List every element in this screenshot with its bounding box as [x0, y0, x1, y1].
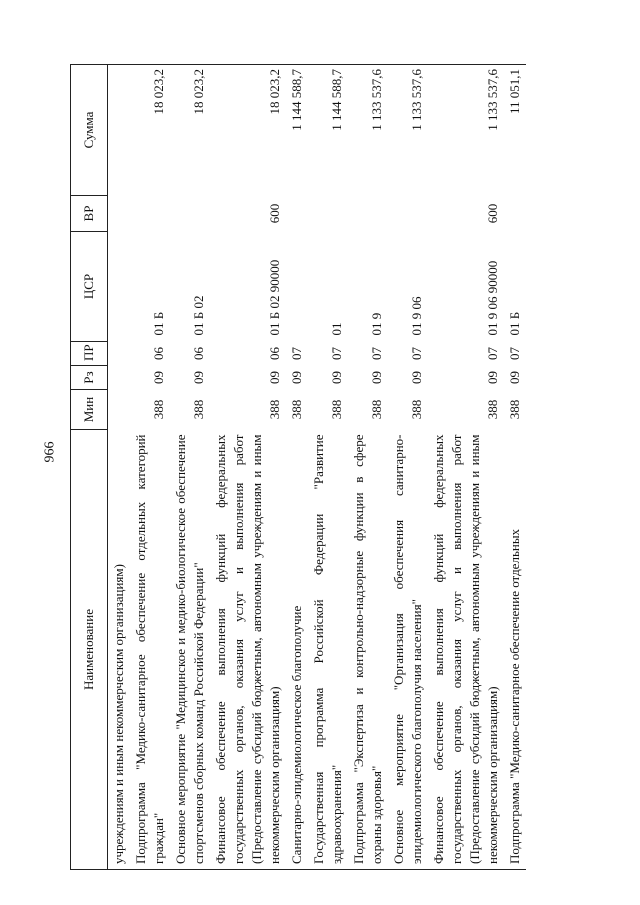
cell-pr: 07: [409, 347, 424, 360]
cell-name: Санитарно-эпидемиологическое благополучие: [286, 430, 308, 870]
cell-min: 388: [151, 399, 166, 420]
cell-sum: 1 133 537,6: [348, 65, 388, 196]
cell-name: Подпрограмма "Медико-санитарное обеспечение отдельных категорий граждан": [130, 430, 170, 870]
cell-sum: 18 023,2: [170, 65, 210, 196]
col-header-pr: ПР: [71, 342, 108, 366]
table-row: [286, 65, 308, 870]
cell-rz: 09: [191, 371, 206, 384]
col-header-csr: ЦСР: [71, 232, 108, 342]
table-row: [170, 65, 210, 870]
cell-min: [108, 390, 131, 430]
cell-pr: 07: [369, 347, 384, 360]
table-header: [71, 65, 108, 870]
table-body: [108, 65, 527, 870]
cell-csr: [286, 232, 308, 342]
cell-pr: 06: [267, 347, 282, 360]
cell-min: 388: [267, 399, 282, 420]
table-row: [130, 65, 170, 870]
table-row: [210, 65, 286, 870]
cell-name: Государственная программа Российской Федерации "Развитие здравоохранения": [308, 430, 348, 870]
cell-csr: 01 9: [369, 312, 384, 336]
cell-sum: 18 023,2: [210, 65, 286, 196]
cell-vr: [170, 196, 210, 232]
cell-min: 388: [329, 399, 344, 420]
cell-min: 388: [369, 399, 384, 420]
cell-rz: 09: [507, 371, 522, 384]
cell-sum: 18 023,2: [130, 65, 170, 196]
cell-vr: [388, 196, 428, 232]
col-header-min: Мин: [71, 390, 108, 430]
cell-csr: 01 9 06: [409, 296, 424, 336]
cell-vr: [130, 196, 170, 232]
cell-min: 388: [485, 399, 500, 420]
budget-table: [70, 64, 526, 870]
cell-sum: 1 144 588,7: [308, 65, 348, 196]
col-header-vr: ВР: [71, 196, 108, 232]
cell-csr: 01 Б: [507, 311, 522, 336]
col-header-sum: Сумма: [71, 65, 108, 196]
page-number: 966: [42, 441, 57, 463]
cell-name: Подпрограмма "Экспертиза и контрольно-надзорные функции в сфере охраны здоровья": [348, 430, 388, 870]
cell-vr: 600: [485, 203, 500, 224]
cell-rz: 09: [485, 371, 500, 384]
col-header-rz: Рз: [71, 366, 108, 390]
cell-name: Основное мероприятие "Организация обеспечения санитарно-эпидемиологического благополучия населения": [388, 430, 428, 870]
table-row: [428, 65, 504, 870]
cell-sum: 1 133 537,6: [388, 65, 428, 196]
cell-rz: 09: [369, 371, 384, 384]
cell-min: 388: [289, 399, 304, 420]
cell-min: 388: [409, 399, 424, 420]
cell-pr: 07: [507, 347, 522, 360]
cell-name: учреждениям и иным некоммерческим организациям): [108, 430, 131, 870]
cell-min: 388: [191, 399, 206, 420]
cell-csr: 01 9 06 90000: [485, 260, 500, 336]
table-row: [108, 65, 131, 870]
cell-vr: [348, 196, 388, 232]
cell-vr: [108, 196, 131, 232]
cell-sum: [108, 65, 131, 196]
cell-csr: 01 Б 02 90000: [267, 259, 282, 336]
cell-sum: 11 051,1: [504, 65, 526, 196]
cell-pr: 07: [485, 347, 500, 360]
cell-rz: 09: [289, 371, 304, 384]
cell-vr: [504, 196, 526, 232]
cell-sum: 1 133 537,6: [428, 65, 504, 196]
cell-csr: 01 Б 02: [191, 295, 206, 336]
cell-csr: [108, 232, 131, 342]
cell-name: Финансовое обеспечение выполнения функций федеральных государственных органов, оказания услуг и выполнения работ (Предоставление субсидий бюджетным, автономным учреждениям и иным некоммерческим организациям): [428, 430, 504, 870]
table-row: [504, 65, 526, 870]
cell-sum: 1 144 588,7: [286, 65, 308, 196]
cell-min: 388: [507, 399, 522, 420]
table-row: [348, 65, 388, 870]
table-row: [388, 65, 428, 870]
cell-vr: [286, 196, 308, 232]
cell-csr: 01: [329, 322, 344, 336]
col-header-name: Наименование: [71, 430, 108, 870]
cell-vr: 600: [267, 203, 282, 224]
cell-pr: 07: [289, 347, 304, 360]
table-row: [308, 65, 348, 870]
cell-vr: [308, 196, 348, 232]
cell-csr: 01 Б: [151, 311, 166, 336]
cell-rz: 09: [267, 371, 282, 384]
cell-pr: [108, 342, 131, 366]
cell-name: Подпрограмма "Медико-санитарное обеспечение отдельных: [504, 430, 526, 870]
cell-name: Основное мероприятие "Медицинское и медико-биологическое обеспечение спортсменов сборных команд Российской Федерации": [170, 430, 210, 870]
cell-rz: 09: [329, 371, 344, 384]
budget-table-rotated: [70, 65, 600, 870]
cell-pr: 07: [329, 347, 344, 360]
cell-rz: 09: [409, 371, 424, 384]
cell-rz: [108, 366, 131, 390]
cell-pr: 06: [151, 347, 166, 360]
cell-pr: 06: [191, 347, 206, 360]
cell-name: Финансовое обеспечение выполнения функций федеральных государственных органов, оказания услуг и выполнения работ (Предоставление субсидий бюджетным, автономным учреждениям и иным некоммерческим организациям): [210, 430, 286, 870]
cell-rz: 09: [151, 371, 166, 384]
